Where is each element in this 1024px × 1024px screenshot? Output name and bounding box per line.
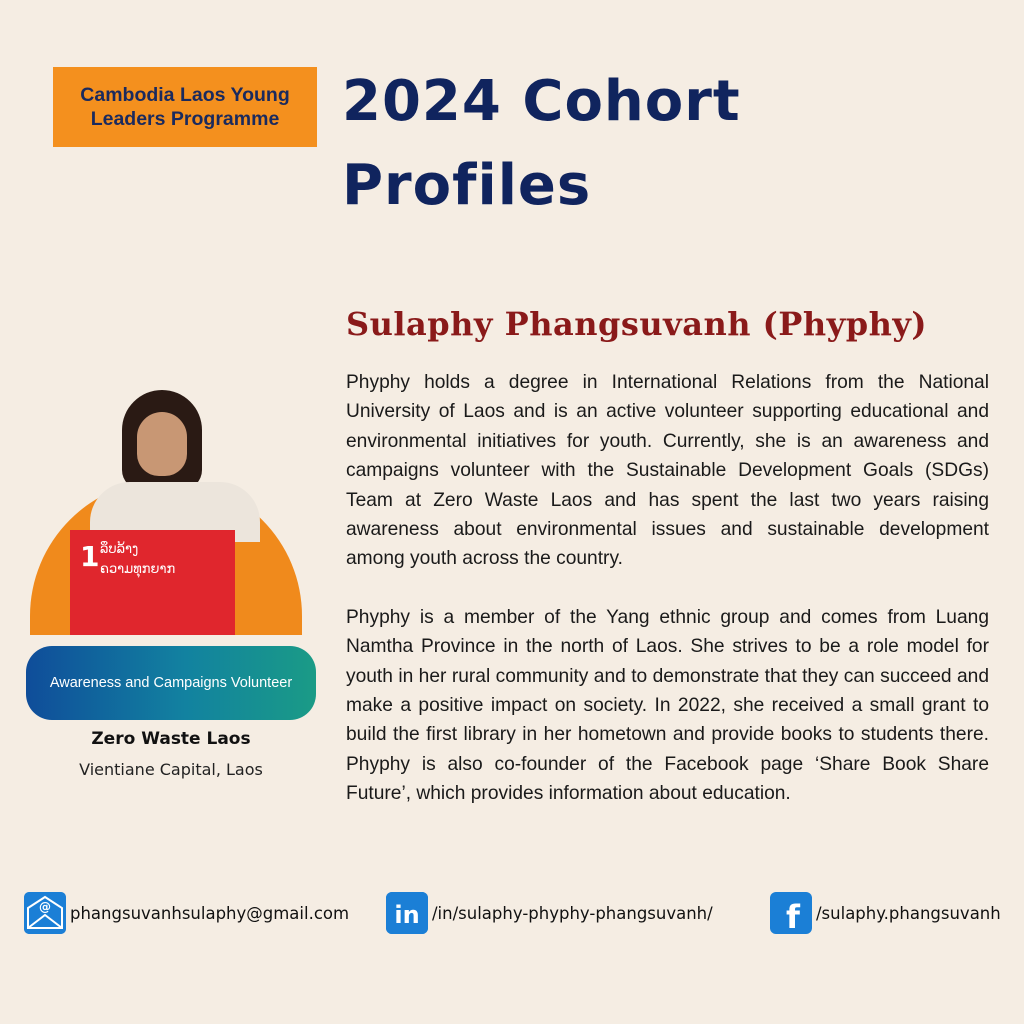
facebook-text[interactable]: /sulaphy.phangsuvanh [816, 903, 1001, 923]
svg-text:in: in [394, 901, 420, 929]
svg-text:f: f [786, 898, 800, 934]
linkedin-text[interactable]: /in/sulaphy-phyphy-phangsuvanh/ [432, 903, 713, 923]
facebook-contact[interactable] [770, 893, 1001, 933]
programme-badge [53, 67, 317, 147]
sign-text-line-1: ລຶບລ້າງ [100, 542, 139, 557]
bio-paragraph-2: Phyphy is a member of the Yang ethnic group and comes from Luang Namtha Province in the north of Laos. She strives to be a role model for youth in her rural community and to demonstrate that they can succeed and make a positive impact on society. In 2022, she received a small grant to build the first library in her hometown and provide books to students there. Phyphy is also co-founder of the Facebook page ‘Share Book Share Future’, which provides information about education. [346, 606, 989, 805]
linkedin-contact[interactable] [386, 893, 713, 933]
sign-text-line-2: ຄວາມທຸກຍາກ [100, 562, 176, 577]
bio-paragraph-1: Phyphy holds a degree in International Relations from the National University of Laos and is an active volunteer supporting educational and environmental initiatives for youth. Currently, she is an awareness and campaigns volunteer with the Sustainable Development Goals (SDGs) Team at Zero Waste Laos and has spent the last two years raising awareness about environmental issues and sustainable development among youth across the country. [346, 372, 989, 570]
sign-number: 1 [80, 540, 100, 573]
badge-line-1: Cambodia Laos Young [80, 84, 290, 106]
role-label: Awareness and Campaigns Volunteer [49, 675, 293, 691]
face-shape [137, 412, 187, 476]
badge-line-2: Leaders Programme [90, 108, 280, 130]
page-title [342, 60, 741, 228]
title-line-1: 2024 Cohort [342, 69, 741, 134]
organization: Zero Waste Laos [91, 729, 251, 749]
email-icon [24, 892, 66, 934]
sdg-sign [70, 530, 235, 635]
sign-text [100, 540, 175, 580]
facebook-icon [770, 892, 812, 934]
email-contact[interactable] [24, 893, 349, 933]
profile-photo [30, 390, 302, 635]
profile-bio [346, 368, 989, 838]
email-text[interactable]: phangsuvanhsulaphy@gmail.com [70, 903, 350, 923]
location: Vientiane Capital, Laos [79, 760, 263, 779]
title-line-2: Profiles [342, 153, 592, 218]
role-pill [26, 646, 316, 720]
linkedin-icon [386, 892, 428, 934]
svg-text:@: @ [39, 900, 51, 914]
profile-name: Sulaphy Phangsuvanh (Phyphy) [346, 305, 928, 343]
